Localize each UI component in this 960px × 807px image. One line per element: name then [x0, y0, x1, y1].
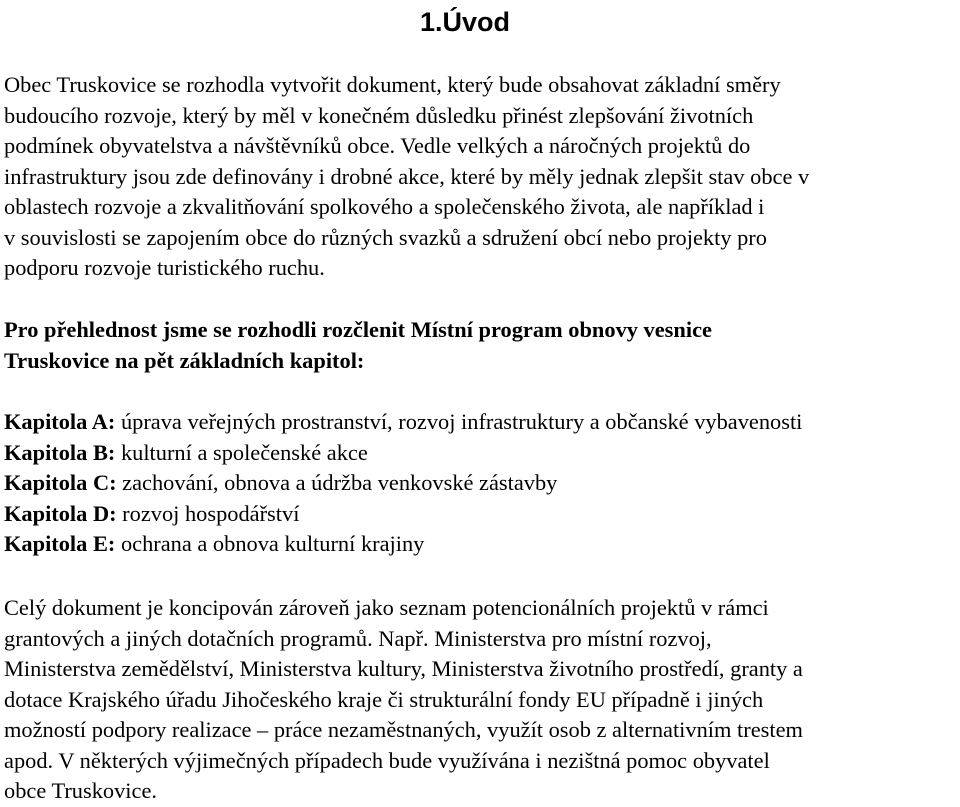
chapter-text: kulturní a společenské akce: [115, 439, 368, 465]
chapter-text: úprava veřejných prostranství, rozvoj infrastruktury a občanské vybavenosti: [115, 409, 803, 434]
text-line: Pro přehlednost jsme se rozhodli rozčlenit Místní program obnovy vesnice: [4, 317, 712, 342]
chapter-text: zachování, obnova a údržba venkovské zástavby: [116, 470, 558, 495]
text-line: budoucího rozvoje, který by měl v konečném důsledku přinést zlepšování životních: [4, 102, 754, 128]
chapter-list: [4, 407, 960, 560]
chapter-item: [4, 499, 960, 530]
intro-paragraph: [4, 70, 960, 284]
chapter-label: Kapitola A:: [4, 409, 116, 434]
closing-paragraph: [4, 593, 960, 807]
text-line: podmínek obyvatelstva a návštěvníků obce. Vedle velkých a náročných projektů do: [4, 133, 751, 158]
text-line: v souvislosti se zapojením obce do různých svazků a sdružení obcí nebo projekty pro: [4, 224, 767, 250]
text-line: apod. V některých výjimečných případech bude využívána i nezištná pomoc obyvatel: [4, 747, 770, 773]
chapter-text: rozvoj hospodářství: [116, 500, 300, 526]
text-line: oblastech rozvoje a zkvalitňování spolkového a společenského života, ale například i: [4, 194, 765, 219]
page-title: 1.Úvod: [419, 7, 511, 37]
text-line: Truskovice na pět základních kapitol:: [4, 347, 365, 373]
text-line: dotace Krajského úřadu Jihočeského kraje či strukturální fondy EU případně i jiných: [4, 686, 764, 712]
text-line: Ministerstva zemědělství, Ministerstva kultury, Ministerstva životního prostředí, granty a: [4, 656, 803, 681]
decision-paragraph: [4, 315, 960, 376]
text-line: obce Truskovice.: [4, 778, 157, 803]
chapter-text: ochrana a obnova kulturní krajiny: [115, 531, 425, 556]
text-line: grantových a jiných dotačních programů. Např. Ministerstva pro místní rozvoj,: [4, 625, 712, 651]
chapter-label: Kapitola D:: [4, 500, 117, 526]
chapter-label: Kapitola B:: [4, 439, 116, 465]
chapter-item: [4, 468, 960, 499]
text-line: Celý dokument je koncipován zároveň jako seznam potencionálních projektů v rámci: [4, 595, 769, 620]
text-line: podporu rozvoje turistického ruchu.: [4, 255, 325, 280]
chapter-label: Kapitola E:: [4, 531, 116, 556]
chapter-item: [4, 529, 960, 560]
text-line: Obec Truskovice se rozhodla vytvořit dokument, který bude obsahovat základní směry: [4, 72, 781, 97]
text-line: infrastruktury jsou zde definovány i drobné akce, které by měly jednak zlepšit stav obce v: [4, 163, 810, 189]
text-line: možností podpory realizace – práce nezaměstnaných, využít osob z alternativním trestem: [4, 717, 803, 742]
chapter-label: Kapitola C:: [4, 470, 117, 495]
chapter-item: [4, 407, 960, 438]
chapter-item: [4, 438, 960, 469]
